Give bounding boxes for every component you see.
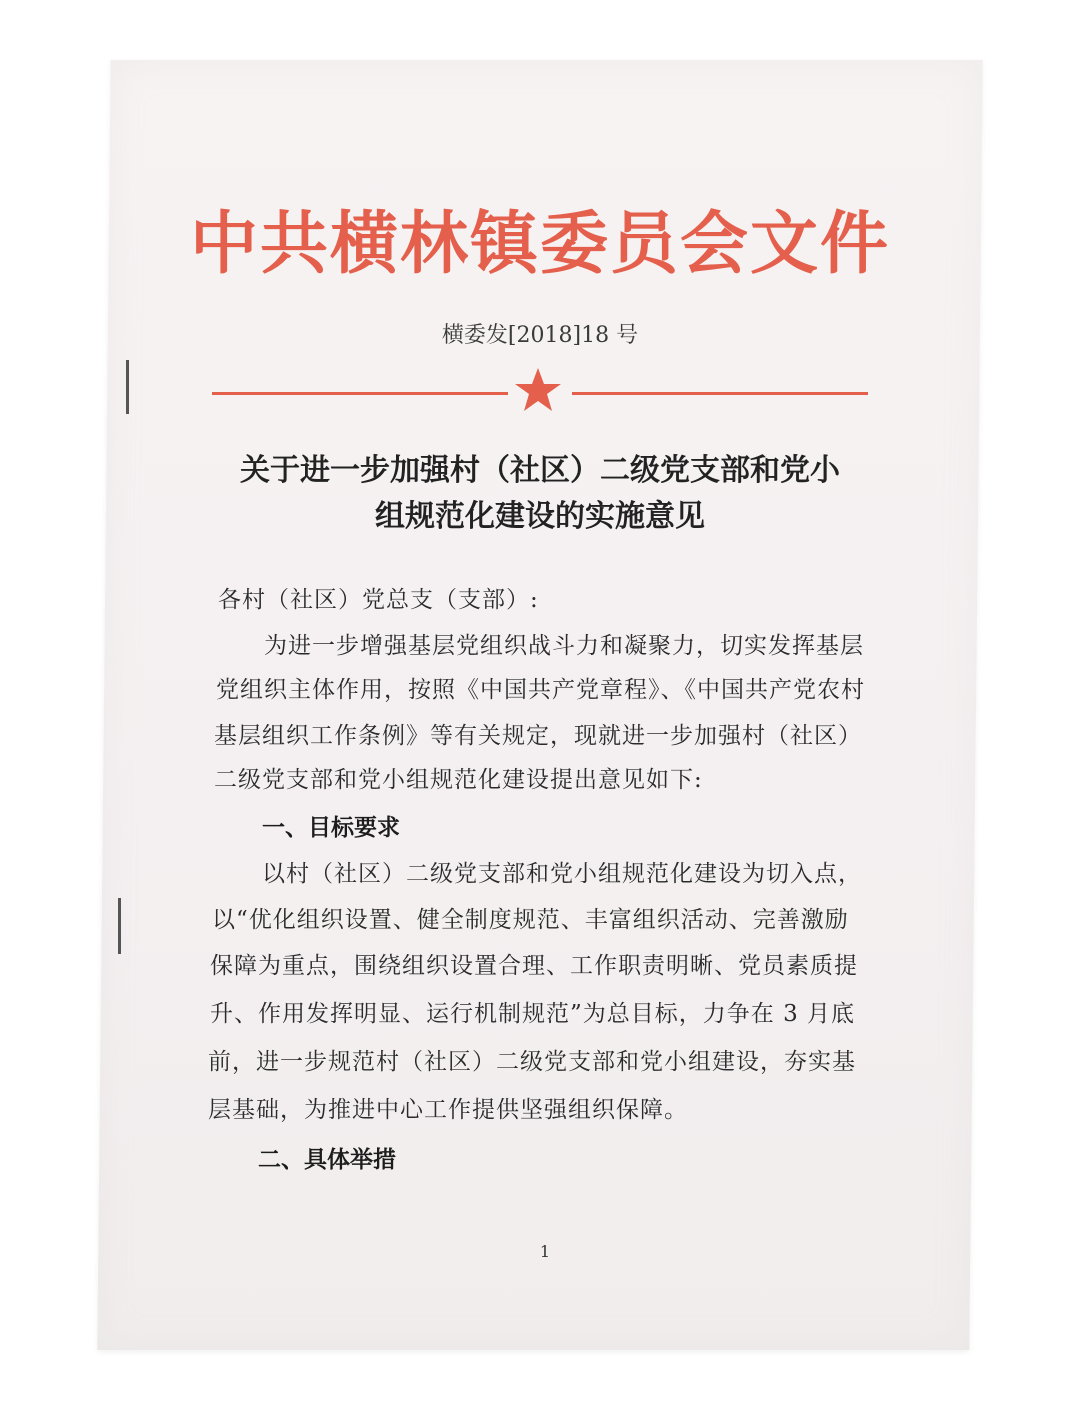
paragraph-line: 保障为重点，围绕组织设置合理、工作职责明晰、党员素质提 bbox=[210, 953, 858, 979]
paragraph-line: 前，进一步规范村（社区）二级党支部和党小组建设，夯实基 bbox=[208, 1049, 856, 1075]
salutation: 各村（社区）党总支（支部）: bbox=[218, 587, 539, 613]
paragraph-line: 二级党支部和党小组规范化建设提出意见如下: bbox=[214, 767, 703, 793]
paragraph-line: 基层组织工作条例》等有关规定，现就进一步加强村（社区） bbox=[214, 723, 862, 749]
paragraph-line: 为进一步增强基层党组织战斗力和凝聚力，切实发挥基层 bbox=[264, 633, 864, 659]
paragraph-line: 以村（社区）二级党支部和党小组规范化建设为切入点， bbox=[262, 861, 862, 887]
document-number: 横委发[2018]18 号 bbox=[441, 323, 639, 348]
staple-mark bbox=[126, 360, 129, 414]
red-divider-right bbox=[572, 392, 868, 395]
document-title-line: 关于进一步加强村（社区）二级党支部和党小 bbox=[240, 453, 840, 488]
page-number: 1 bbox=[539, 1242, 551, 1261]
paragraph-line: 升、作用发挥明显、运行机制规范”为总目标，力争在 3 月底 bbox=[210, 1001, 856, 1027]
section-heading: 一、目标要求 bbox=[262, 815, 400, 841]
red-divider-left bbox=[212, 392, 508, 395]
staple-mark bbox=[118, 898, 121, 954]
star-icon bbox=[512, 364, 564, 416]
section-heading: 二、具体举措 bbox=[258, 1147, 396, 1173]
paragraph-line: 层基础，为推进中心工作提供坚强组织保障。 bbox=[208, 1097, 688, 1123]
document-header-title: 中共横林镇委员会文件 bbox=[189, 204, 890, 284]
paragraph-line: 以“优化组织设置、健全制度规范、丰富组织活动、完善激励 bbox=[212, 907, 849, 933]
document-title-line: 组规范化建设的实施意见 bbox=[375, 499, 705, 534]
paragraph-line: 党组织主体作用，按照《中国共产党章程》、《中国共产党农村 bbox=[216, 677, 865, 703]
